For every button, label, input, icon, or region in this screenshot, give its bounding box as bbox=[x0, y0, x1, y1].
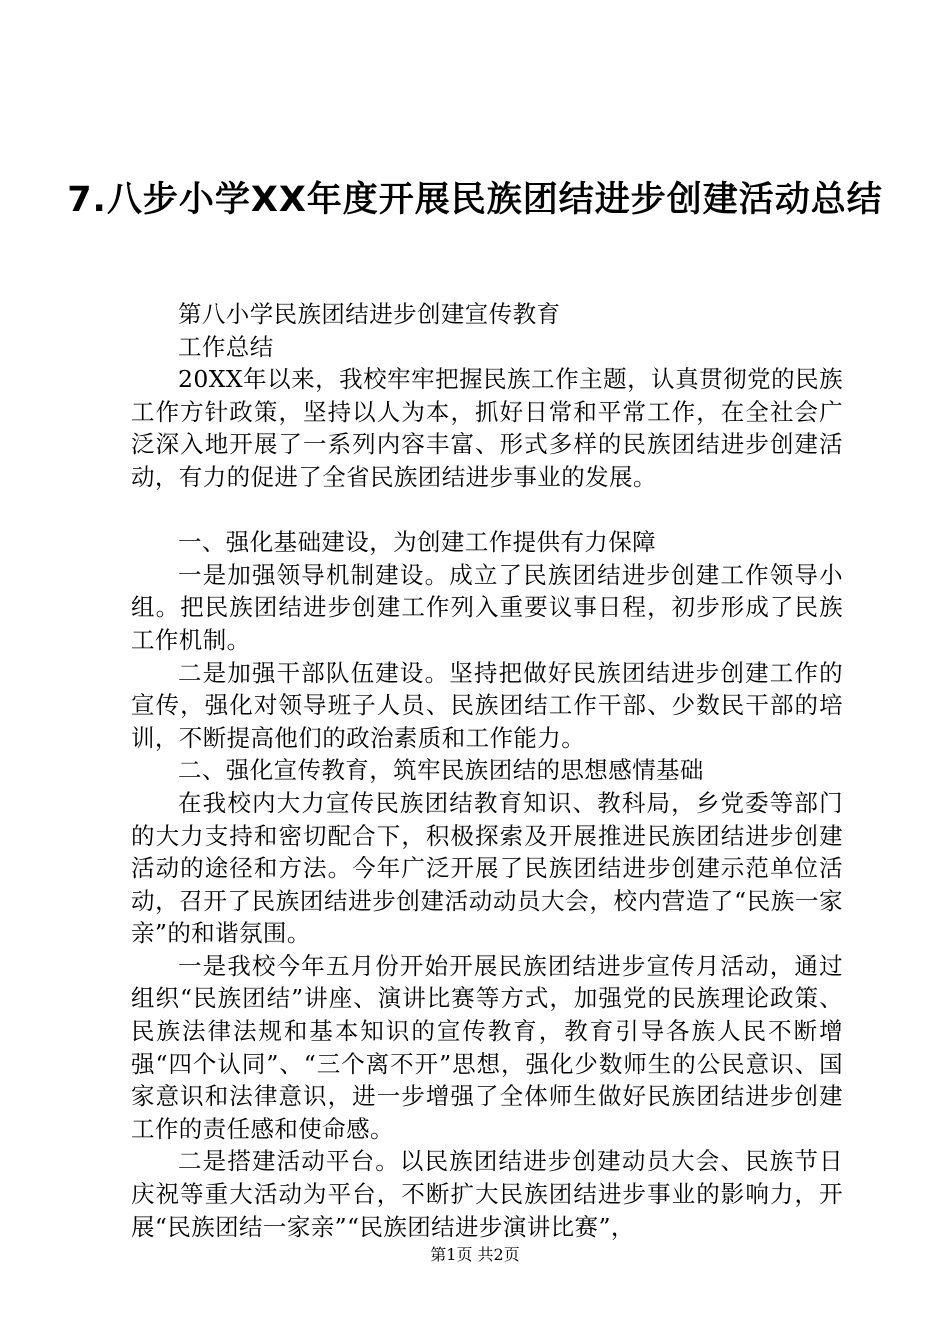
paragraph-campaign-month: 一是我校今年五月份开始开展民族团结进步宣传月活动，通过组织“民族团结”讲座、演讲比赛等方式，加强党的民族理论政策、民族法律法规和基本知识的宣传教育，教育引导各族人民不断增强“四个认同”、“三个离不开”思想，强化少数师生的公民意识、国家意识和法律意识，进一步增强了全体师生做好民族团结进步创建工作的责任感和使命感。 bbox=[131, 951, 843, 1143]
paragraph-publicity: 在我校内大力宣传民族团结教育知识、教科局，乡党委等部门的大力支持和密切配合下，积极探索及开展推进民族团结进步创建活动的途径和方法。今年广泛开展了民族团结进步创建示范单位活动，召开了民族团结进步创建活动动员大会，校内营造了“民族一家亲”的和谐氛围。 bbox=[131, 788, 843, 948]
page-footer: 第1页 共2页 bbox=[430, 1245, 520, 1264]
paragraph-activity-platform: 二是搭建活动平台。以民族团结进步创建动员大会、民族节日庆祝等重大活动为平台，不断扩大民族团结进步事业的影响力，开展“民族团结一家亲”“民族团结进步演讲比赛”， bbox=[131, 1147, 843, 1241]
document-title: 7.八步小学XX年度开展民族团结进步创建活动总结 bbox=[67, 180, 883, 220]
paragraph-cadre: 二是加强干部队伍建设。坚持把做好民族团结进步创建工作的宣传，强化对领导班子人员、民族团结工作干部、少数民干部的培训，不断提高他们的政治素质和工作能力。 bbox=[131, 658, 843, 752]
section-heading-1: 一、强化基础建设，为创建工作提供有力保障 bbox=[178, 528, 656, 557]
subtitle-line-1: 第八小学民族团结进步创建宣传教育 bbox=[178, 300, 561, 328]
document-body bbox=[131, 298, 843, 1243]
paragraph-leadership: 一是加强领导机制建设。成立了民族团结进步创建工作领导小组。把民族团结进步创建工作列入重要议事日程，初步形成了民族工作机制。 bbox=[131, 560, 843, 654]
subtitle-line-2: 工作总结 bbox=[178, 332, 274, 361]
section-heading-2: 二、强化宣传教育，筑牢民族团结的思想感情基础 bbox=[178, 756, 704, 785]
paragraph-gap bbox=[131, 494, 843, 527]
intro-paragraph: 20XX年以来，我校牢牢把握民族工作主题，认真贯彻党的民族工作方针政策，坚持以人为本，抓好日常和平常工作，在全社会广泛深入地开展了一系列内容丰富、形式多样的民族团结进步创建活动，有力的促进了全省民族团结进步事业的发展。 bbox=[131, 365, 843, 491]
